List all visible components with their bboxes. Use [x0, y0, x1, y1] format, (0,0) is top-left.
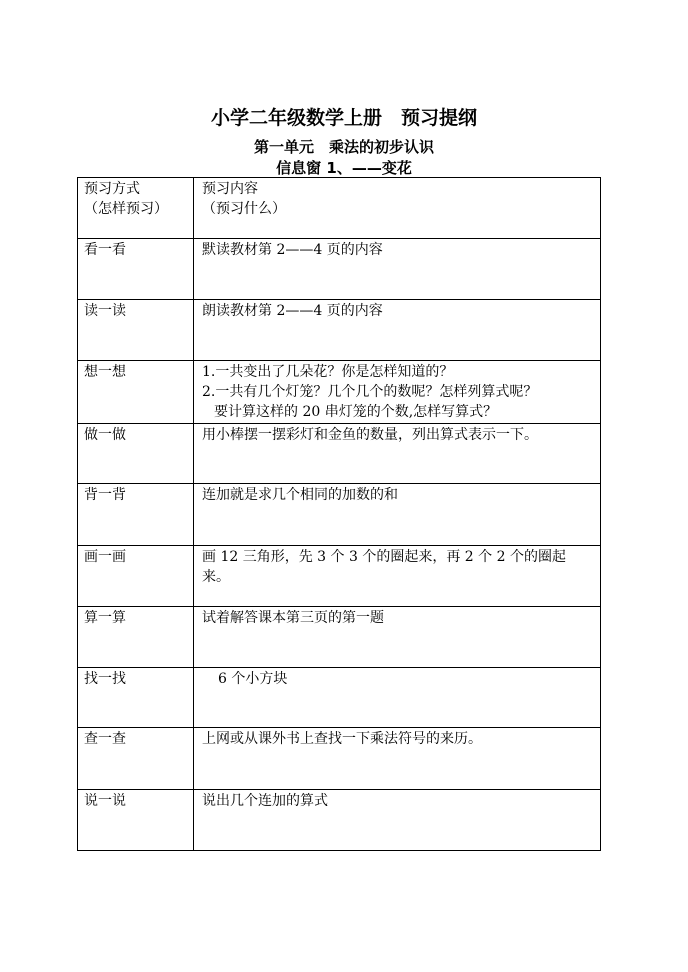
- table-row: [78, 668, 601, 728]
- header-method-label: 预习方式: [84, 181, 140, 197]
- preview-outline-table: [77, 177, 601, 851]
- content-cell: [194, 607, 601, 668]
- content-line: 2.一共有几个灯笼？几个几个的数呢？怎样列算式呢？: [202, 384, 538, 400]
- method-cell: 做一做: [78, 424, 194, 484]
- table-header-row: [78, 178, 601, 239]
- content-line: 6 个小方块: [218, 671, 288, 687]
- content-cell: [194, 361, 601, 424]
- content-cell: [194, 239, 601, 300]
- method-cell: 看一看: [78, 239, 194, 300]
- content-cell: [194, 728, 601, 790]
- method-cell: 想一想: [78, 361, 194, 424]
- content-line: 画 12 三角形，先 3 个 3 个的圈起来，再 2 个 2 个的圈起: [202, 549, 566, 565]
- document-title: 小学二年级数学上册 预习提纲: [210, 107, 477, 129]
- method-cell: 算一算: [78, 607, 194, 668]
- content-cell: [194, 790, 601, 851]
- table-row: [78, 607, 601, 668]
- header-method-sublabel: （怎样预习）: [84, 201, 168, 217]
- content-line: 来。: [202, 569, 230, 585]
- content-line: 用小棒摆一摆彩灯和金鱼的数量，列出算式表示一下。: [202, 427, 538, 443]
- section-heading: 信息窗 1、——变花: [276, 159, 412, 177]
- method-cell: 找一找: [78, 668, 194, 728]
- content-cell: [194, 424, 601, 484]
- method-cell: 背一背: [78, 484, 194, 546]
- header-content-cell: [194, 178, 601, 239]
- header-content-label: 预习内容: [202, 181, 258, 197]
- unit-heading: 第一单元 乘法的初步认识: [253, 138, 434, 156]
- content-line: 上网或从课外书上查找一下乘法符号的来历。: [202, 731, 482, 747]
- content-cell: [194, 668, 601, 728]
- content-line: 说出几个连加的算式: [202, 793, 328, 809]
- table-row: [78, 424, 601, 484]
- content-line: 连加就是求几个相同的加数的和: [202, 487, 398, 503]
- table-row: [78, 300, 601, 361]
- content-cell: [194, 300, 601, 361]
- content-line: 朗读教材第 2——4 页的内容: [202, 303, 383, 319]
- header-content-sublabel: （预习什么）: [202, 201, 286, 217]
- table-row: [78, 239, 601, 300]
- content-cell: [194, 546, 601, 607]
- method-cell: 说一说: [78, 790, 194, 851]
- content-line: 要计算这样的 20 串灯笼的个数,怎样写算式？: [214, 404, 498, 420]
- content-line: 试着解答课本第三页的第一题: [202, 610, 384, 626]
- header-method-cell: [78, 178, 194, 239]
- table-row: [78, 790, 601, 851]
- table-row: [78, 546, 601, 607]
- content-cell: [194, 484, 601, 546]
- table-row: [78, 361, 601, 424]
- method-cell: 画一画: [78, 546, 194, 607]
- content-line: 默读教材第 2——4 页的内容: [202, 242, 383, 258]
- table-row: [78, 728, 601, 790]
- method-cell: 读一读: [78, 300, 194, 361]
- method-cell: 查一查: [78, 728, 194, 790]
- content-line: 1.一共变出了几朵花？你是怎样知道的？: [202, 364, 454, 380]
- table-row: [78, 484, 601, 546]
